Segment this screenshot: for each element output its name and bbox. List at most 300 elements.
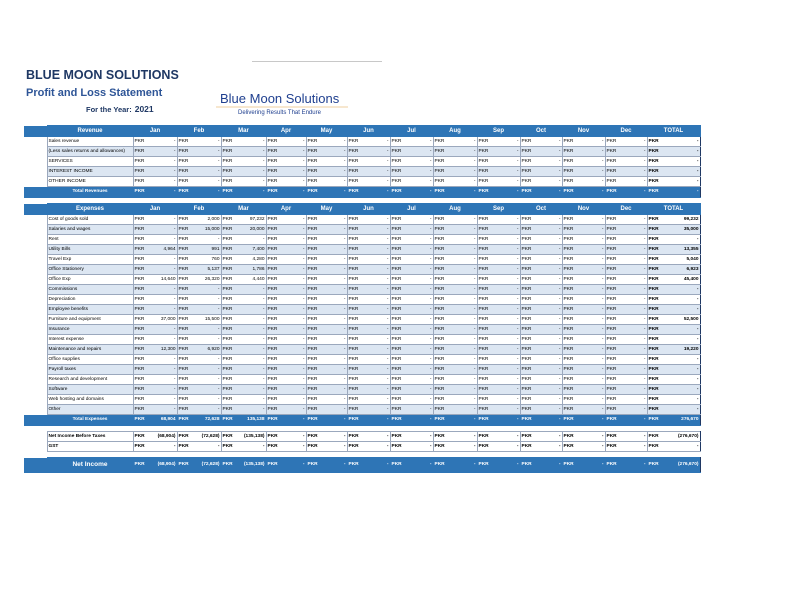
currency-label: PKR (648, 433, 659, 439)
cell-mar (221, 432, 266, 442)
cell-oct (520, 147, 562, 157)
currency-label: PKR (307, 246, 318, 252)
currency-label: PKR (222, 276, 233, 282)
amount-value: - (302, 226, 305, 232)
amount-value: - (473, 396, 476, 402)
currency-label: PKR (222, 168, 233, 174)
cell-aug (433, 458, 477, 473)
currency-label: PKR (222, 316, 233, 322)
month-header-feb: Feb (177, 204, 221, 215)
month-header-mar: Mar (221, 126, 266, 137)
currency-label: PKR (521, 356, 532, 362)
cell-total (647, 167, 700, 177)
amount-value: - (173, 376, 176, 382)
currency-label: PKR (478, 306, 489, 312)
row-label: Interest expense (47, 335, 133, 345)
logo-tagline: Delivering Results That Endure (238, 110, 321, 116)
amount-value: - (473, 366, 476, 372)
currency-label: PKR (391, 168, 402, 174)
currency-label: PKR (563, 346, 574, 352)
section-title: Revenue (47, 126, 133, 137)
currency-label: PKR (348, 316, 359, 322)
amount-value: - (516, 178, 519, 184)
amount-value: - (473, 178, 476, 184)
amount-value: - (343, 376, 346, 382)
cell-jul (390, 235, 433, 245)
cell-oct (520, 187, 562, 198)
amount-value: - (302, 178, 305, 184)
amount-value: - (696, 168, 699, 174)
cell-nov (562, 385, 605, 395)
currency-label: PKR (178, 417, 189, 422)
cell-apr (266, 385, 306, 395)
amount-value: - (302, 306, 305, 312)
currency-label: PKR (391, 236, 402, 242)
currency-label: PKR (178, 376, 189, 382)
amount-value: - (343, 346, 346, 352)
amount-value: - (173, 216, 176, 222)
amount-value: - (173, 366, 176, 372)
cell-jun (347, 442, 390, 452)
amount-value: - (516, 366, 519, 372)
cell-dec (605, 365, 647, 375)
currency-label: PKR (267, 366, 278, 372)
cell-sep (477, 365, 520, 375)
currency-label: PKR (606, 326, 617, 332)
currency-label: PKR (178, 336, 189, 342)
currency-label: PKR (521, 366, 532, 372)
row-label: Commissions (47, 285, 133, 295)
cell-aug (433, 432, 477, 442)
margin-cell (24, 285, 47, 295)
month-header-sep: Sep (477, 126, 520, 137)
currency-label: PKR (222, 336, 233, 342)
amount-value: - (386, 286, 389, 292)
amount-value: (276,670) (677, 462, 699, 467)
cell-nov (562, 245, 605, 255)
cell-oct (520, 265, 562, 275)
amount-value: 7,400 (252, 246, 265, 252)
currency-label: PKR (521, 226, 532, 232)
amount-value: - (516, 433, 519, 439)
amount-value: - (217, 168, 220, 174)
amount-value: - (516, 189, 519, 194)
cell-mar (221, 345, 266, 355)
currency-label: PKR (178, 433, 189, 439)
cell-jun (347, 177, 390, 187)
amount-value: - (516, 336, 519, 342)
cell-total (647, 157, 700, 167)
cell-mar (221, 365, 266, 375)
gst-row (24, 442, 700, 452)
amount-value: - (343, 396, 346, 402)
cell-sep (477, 245, 520, 255)
cell-jan (133, 177, 177, 187)
margin-cell (24, 177, 47, 187)
cell-mar (221, 355, 266, 365)
currency-label: PKR (648, 356, 659, 362)
amount-value: - (262, 376, 265, 382)
amount-value: - (429, 417, 432, 422)
cell-dec (605, 167, 647, 177)
revenue-row (24, 177, 700, 187)
cell-jun (347, 458, 390, 473)
amount-value: - (558, 226, 561, 232)
cell-jan (133, 325, 177, 335)
cell-total (647, 345, 700, 355)
amount-value: - (696, 148, 699, 154)
amount-value: - (386, 417, 389, 422)
cell-jun (347, 432, 390, 442)
currency-label: PKR (563, 226, 574, 232)
cell-may (306, 225, 347, 235)
amount-value: - (302, 366, 305, 372)
currency-label: PKR (434, 276, 445, 282)
cell-jun (347, 365, 390, 375)
cell-jan (133, 265, 177, 275)
amount-value: 72,628 (204, 417, 220, 422)
currency-label: PKR (478, 138, 489, 144)
currency-label: PKR (391, 376, 402, 382)
currency-label: PKR (178, 246, 189, 252)
currency-label: PKR (434, 336, 445, 342)
header-rule (252, 61, 382, 62)
cell-dec (605, 375, 647, 385)
margin-cell (24, 305, 47, 315)
cell-aug (433, 325, 477, 335)
amount-value: 6,920 (207, 346, 220, 352)
currency-label: PKR (434, 178, 445, 184)
amount-value: - (386, 366, 389, 372)
cell-total (647, 395, 700, 405)
amount-value: - (696, 178, 699, 184)
cell-apr (266, 137, 306, 147)
amount-value: - (302, 286, 305, 292)
cell-mar (221, 442, 266, 452)
cell-jan (133, 395, 177, 405)
cell-jul (390, 137, 433, 147)
currency-label: PKR (267, 326, 278, 332)
amount-value: - (217, 236, 220, 242)
currency-label: PKR (563, 189, 574, 194)
month-header-feb: Feb (177, 126, 221, 137)
cell-total (647, 375, 700, 385)
cell-jun (347, 295, 390, 305)
currency-label: PKR (606, 168, 617, 174)
amount-value: - (516, 286, 519, 292)
amount-value: - (473, 406, 476, 412)
cell-jan (133, 285, 177, 295)
row-label: Other (47, 405, 133, 415)
amount-value: - (643, 433, 646, 439)
currency-label: PKR (134, 168, 145, 174)
cell-total (647, 315, 700, 325)
margin-cell (24, 204, 47, 215)
amount-value: - (302, 462, 305, 467)
currency-label: PKR (648, 286, 659, 292)
amount-value: - (601, 306, 604, 312)
cell-jul (390, 225, 433, 235)
currency-label: PKR (178, 326, 189, 332)
currency-label: PKR (606, 246, 617, 252)
amount-value: - (516, 396, 519, 402)
margin-cell (24, 187, 47, 198)
currency-label: PKR (648, 168, 659, 174)
amount-value: - (173, 236, 176, 242)
cell-apr (266, 225, 306, 235)
cell-jan (133, 442, 177, 452)
cell-apr (266, 275, 306, 285)
cell-dec (605, 415, 647, 426)
cell-may (306, 375, 347, 385)
row-label: Rent (47, 235, 133, 245)
cell-jan (133, 235, 177, 245)
amount-value: - (302, 276, 305, 282)
amount-value: - (386, 168, 389, 174)
amount-value: - (696, 396, 699, 402)
amount-value: - (302, 236, 305, 242)
currency-label: PKR (478, 296, 489, 302)
amount-value: - (217, 158, 220, 164)
cell-jul (390, 255, 433, 265)
currency-label: PKR (134, 406, 145, 412)
cell-jan (133, 355, 177, 365)
amount-value: - (558, 346, 561, 352)
currency-label: PKR (178, 356, 189, 362)
currency-label: PKR (134, 216, 145, 222)
amount-value: - (343, 356, 346, 362)
currency-label: PKR (348, 346, 359, 352)
amount-value: - (473, 356, 476, 362)
cell-dec (605, 385, 647, 395)
cell-aug (433, 442, 477, 452)
amount-value: - (516, 417, 519, 422)
row-label: Cost of goods sold (47, 215, 133, 225)
currency-label: PKR (222, 266, 233, 272)
amount-value: (72,628) (201, 462, 220, 467)
cell-mar (221, 395, 266, 405)
cell-may (306, 285, 347, 295)
currency-label: PKR (391, 286, 402, 292)
cell-feb (177, 147, 221, 157)
currency-label: PKR (606, 138, 617, 144)
amount-value: - (558, 356, 561, 362)
cell-jan (133, 215, 177, 225)
cell-jun (347, 245, 390, 255)
amount-value: - (516, 148, 519, 154)
currency-label: PKR (434, 443, 445, 449)
row-label: Total Revenues (47, 187, 133, 198)
currency-label: PKR (222, 386, 233, 392)
amount-value: - (386, 148, 389, 154)
currency-label: PKR (134, 266, 145, 272)
cell-total (647, 285, 700, 295)
amount-value: - (558, 306, 561, 312)
currency-label: PKR (267, 296, 278, 302)
cell-jun (347, 325, 390, 335)
currency-label: PKR (267, 189, 278, 194)
cell-jan (133, 375, 177, 385)
cell-jul (390, 275, 433, 285)
currency-label: PKR (178, 346, 189, 352)
currency-label: PKR (478, 356, 489, 362)
amount-value: - (696, 336, 699, 342)
currency-label: PKR (134, 236, 145, 242)
amount-value: - (696, 296, 699, 302)
currency-label: PKR (307, 396, 318, 402)
month-header-mar: Mar (221, 204, 266, 215)
cell-oct (520, 177, 562, 187)
amount-value: - (558, 296, 561, 302)
currency-label: PKR (178, 189, 189, 194)
cell-mar (221, 187, 266, 198)
currency-label: PKR (222, 158, 233, 164)
amount-value: - (643, 189, 646, 194)
currency-label: PKR (606, 266, 617, 272)
cell-may (306, 295, 347, 305)
amount-value: - (696, 236, 699, 242)
month-header-jul: Jul (390, 126, 433, 137)
currency-label: PKR (478, 266, 489, 272)
amount-value: - (429, 286, 432, 292)
cell-oct (520, 458, 562, 473)
amount-value: - (643, 216, 646, 222)
amount-value: - (696, 158, 699, 164)
amount-value: - (558, 276, 561, 282)
currency-label: PKR (267, 376, 278, 382)
currency-label: PKR (222, 189, 233, 194)
currency-label: PKR (434, 433, 445, 439)
statement-title: Profit and Loss Statement (26, 87, 163, 99)
cell-oct (520, 285, 562, 295)
cell-feb (177, 365, 221, 375)
margin-cell (24, 405, 47, 415)
cell-mar (221, 255, 266, 265)
currency-label: PKR (391, 396, 402, 402)
currency-label: PKR (348, 256, 359, 262)
currency-label: PKR (178, 462, 189, 467)
cell-feb (177, 405, 221, 415)
amount-value: - (302, 326, 305, 332)
amount-value: - (429, 396, 432, 402)
currency-label: PKR (391, 178, 402, 184)
cell-mar (221, 335, 266, 345)
currency-label: PKR (222, 306, 233, 312)
currency-label: PKR (134, 178, 145, 184)
cell-sep (477, 295, 520, 305)
amount-value: - (386, 158, 389, 164)
currency-label: PKR (348, 236, 359, 242)
amount-value: - (473, 226, 476, 232)
margin-cell (24, 215, 47, 225)
cell-dec (605, 295, 647, 305)
cell-nov (562, 255, 605, 265)
cell-jun (347, 285, 390, 295)
currency-label: PKR (563, 266, 574, 272)
amount-value: - (302, 216, 305, 222)
currency-label: PKR (267, 236, 278, 242)
cell-may (306, 458, 347, 473)
amount-value: 35,000 (683, 226, 699, 232)
cell-apr (266, 335, 306, 345)
currency-label: PKR (348, 396, 359, 402)
currency-label: PKR (178, 226, 189, 232)
amount-value: - (696, 366, 699, 372)
cell-feb (177, 235, 221, 245)
currency-label: PKR (134, 346, 145, 352)
cell-feb (177, 345, 221, 355)
currency-label: PKR (521, 443, 532, 449)
currency-label: PKR (134, 326, 145, 332)
currency-label: PKR (521, 326, 532, 332)
cell-aug (433, 255, 477, 265)
cell-dec (605, 157, 647, 167)
cell-aug (433, 235, 477, 245)
cell-jun (347, 315, 390, 325)
cell-feb (177, 245, 221, 255)
currency-label: PKR (348, 216, 359, 222)
cell-nov (562, 458, 605, 473)
row-label: OTHER INCOME (47, 177, 133, 187)
cell-nov (562, 187, 605, 198)
currency-label: PKR (563, 178, 574, 184)
currency-label: PKR (391, 336, 402, 342)
cell-apr (266, 442, 306, 452)
currency-label: PKR (307, 366, 318, 372)
cell-oct (520, 365, 562, 375)
amount-value: - (429, 168, 432, 174)
cell-total (647, 265, 700, 275)
amount-value: - (516, 346, 519, 352)
currency-label: PKR (648, 266, 659, 272)
cell-mar (221, 315, 266, 325)
amount-value: - (696, 138, 699, 144)
currency-label: PKR (434, 158, 445, 164)
cell-nov (562, 275, 605, 285)
currency-label: PKR (648, 236, 659, 242)
currency-label: PKR (307, 346, 318, 352)
cell-mar (221, 147, 266, 157)
amount-value: 97,232 (249, 216, 265, 222)
currency-label: PKR (521, 256, 532, 262)
amount-value: - (558, 326, 561, 332)
cell-dec (605, 325, 647, 335)
amount-value: 4,440 (252, 276, 265, 282)
amount-value: - (643, 396, 646, 402)
amount-value: - (516, 256, 519, 262)
amount-value: - (302, 417, 305, 422)
month-header-jan: Jan (133, 126, 177, 137)
cell-jul (390, 335, 433, 345)
margin-cell (24, 147, 47, 157)
currency-label: PKR (348, 443, 359, 449)
currency-label: PKR (134, 336, 145, 342)
cell-mar (221, 305, 266, 315)
margin-cell (24, 442, 47, 452)
amount-value: - (601, 356, 604, 362)
currency-label: PKR (348, 178, 359, 184)
cell-jun (347, 335, 390, 345)
currency-label: PKR (648, 276, 659, 282)
cell-nov (562, 235, 605, 245)
cell-jul (390, 177, 433, 187)
amount-value: - (696, 189, 699, 194)
currency-label: PKR (563, 168, 574, 174)
amount-value: - (643, 417, 646, 422)
cell-total (647, 225, 700, 235)
amount-value: - (386, 396, 389, 402)
amount-value: 52,500 (683, 316, 699, 322)
